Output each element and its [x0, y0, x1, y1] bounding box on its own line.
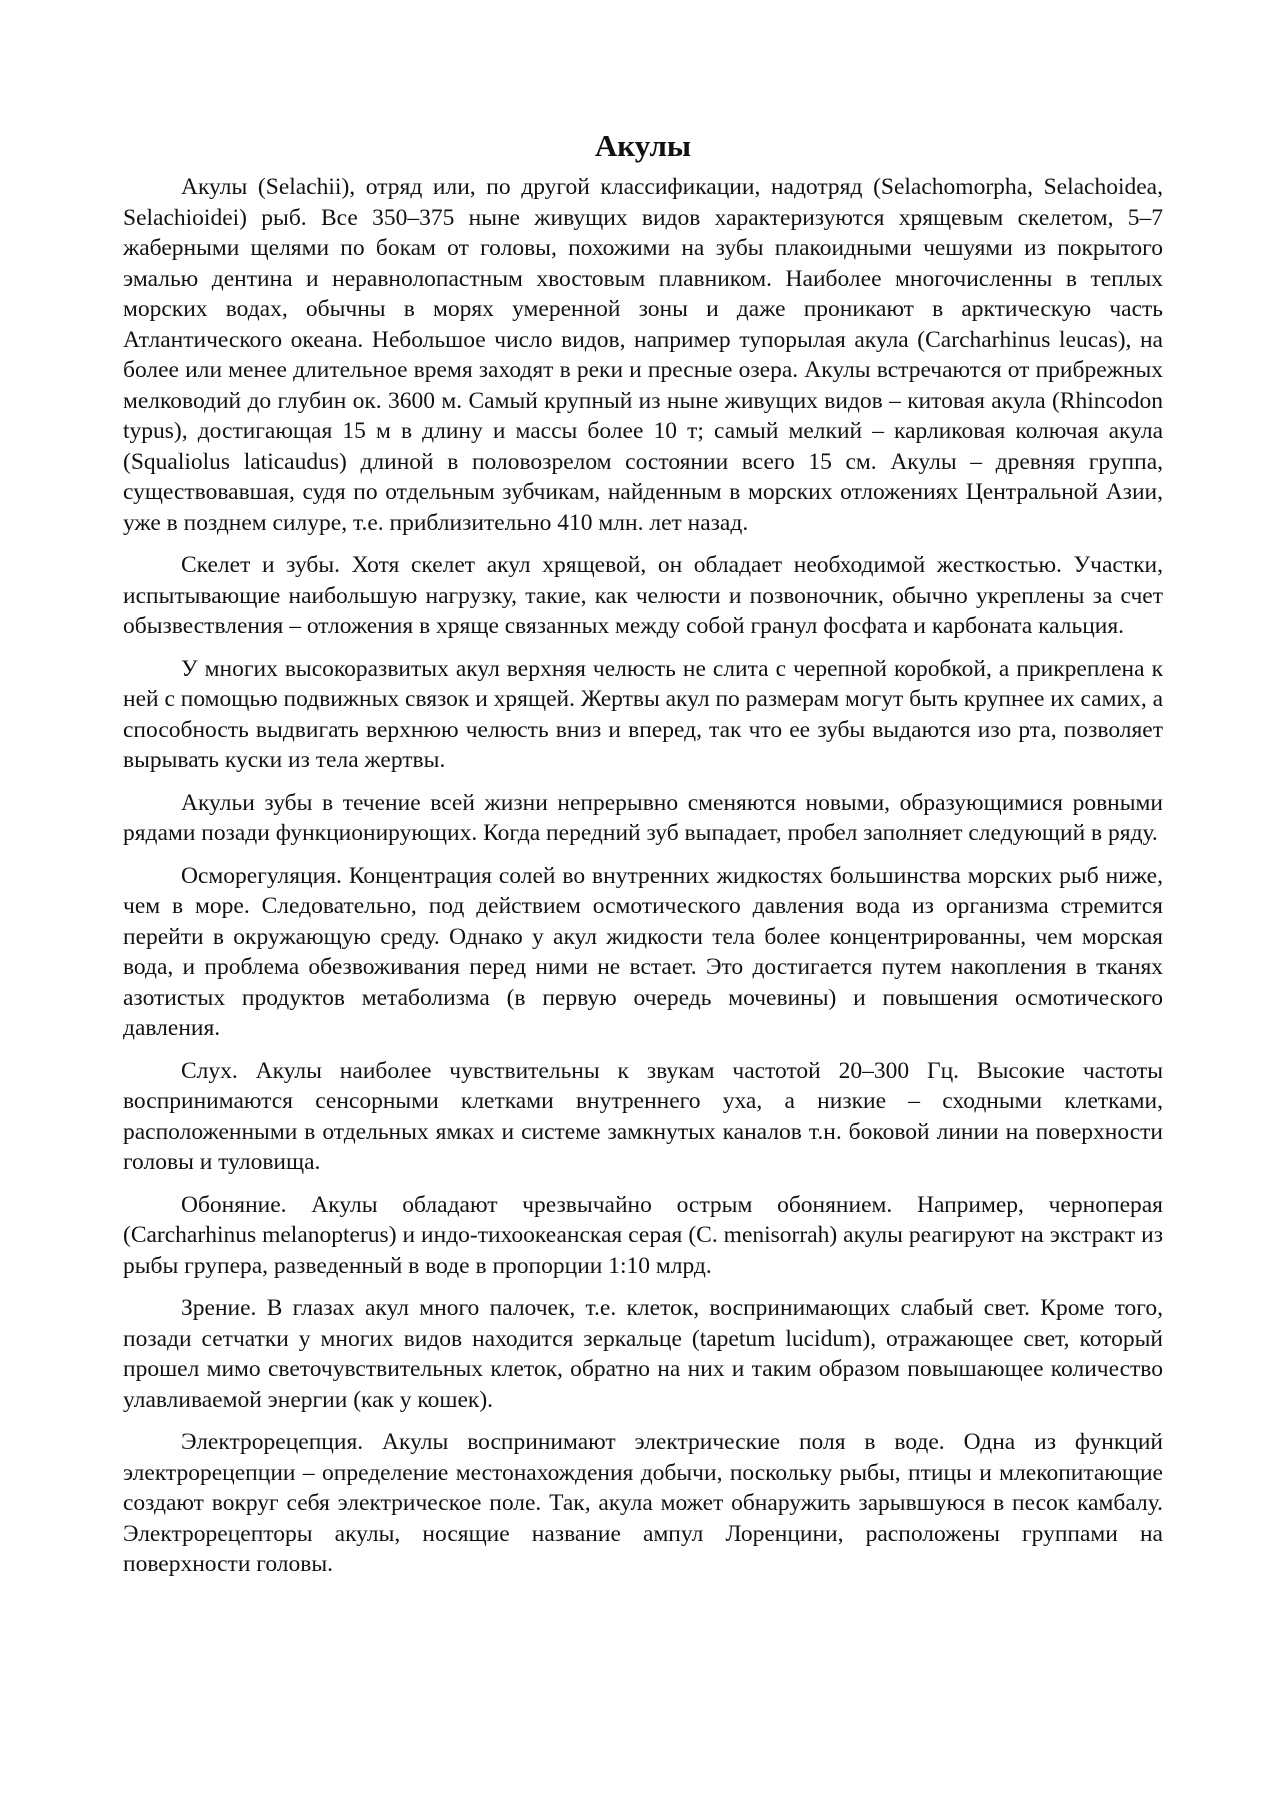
paragraph-teeth-replacement: Акульи зубы в течение всей жизни непрерывно сменяются новыми, образующимися ровными рядами позади функционирующих. Когда передний зуб выпадает, пробел заполняет следующий в ряду.: [123, 789, 1163, 846]
paragraph-vision: Зрение. В глазах акул много палочек, т.е. клеток, воспринимающих слабый свет. Кроме того, позади сетчатки у многих видов находится зеркальце (tapetum lucidum), отражающее свет, который прошел мимо светочувствительных клеток, обратно на них и таким образом повышающее количество улавливаемой энергии (как у кошек).: [123, 1295, 1163, 1413]
paragraph-osmoregulation: Осморегуляция. Концентрация солей во внутренних жидкостях большинства морских рыб ниже, чем в море. Следовательно, под действием осмотического давления вода из организма стремится перейти в окружающую среду. Однако у акул жидкости тела более концентрированны, чем морская вода, и проблема обезвоживания перед ними не встает. Это достигается путем накопления в тканях азотистых продуктов метаболизма (в первую очередь мочевины) и повышения осмотического давления.: [123, 862, 1163, 1041]
paragraph-electroreception: Электрорецепция. Акулы воспринимают электрические поля в воде. Одна из функций электрорецепции – определение местонахождения добычи, поскольку рыбы, птицы и млекопитающие создают вокруг себя электрическое поле. Так, акула может обнаружить зарывшуюся в песок камбалу. Электрорецепторы акулы, носящие название ампул Лоренцини, расположены группами на поверхности головы.: [123, 1429, 1163, 1577]
paragraph-hearing: Слух. Акулы наиболее чувствительны к звукам частотой 20–300 Гц. Высокие частоты воспринимаются сенсорными клетками внутреннего уха, а низкие – сходными клетками, расположенными в отдельных ямках и системе замкнутых каналов т.н. боковой линии на поверхности головы и туловища.: [123, 1057, 1163, 1175]
document-body: [123, 128, 1163, 1592]
paragraph-jaw: У многих высокоразвитых акул верхняя челюсть не слита с черепной коробкой, а прикреплена к ней с помощью подвижных связок и хрящей. Жертвы акул по размерам могут быть крупнее их самих, а способность выдвигать верхнюю челюсть вниз и вперед, так что ее зубы выдаются изо рта, позволяет вырывать куски из тела жертвы.: [123, 655, 1163, 773]
paragraph-intro: Акулы (Selachii), отряд или, по другой классификации, надотряд (Selachomorpha, Selachoidea, Selachioidei) рыб. Все 350–375 ныне живущих видов характеризуются хрящевым скелетом, 5–7 жаберными щелями по бокам от головы, похожими на зубы плакоидными чешуями из покрытого эмалью дентина и неравнолопастным хвостовым плавником. Наиболее многочисленны в теплых морских водах, обычны в морях умеренной зоны и даже проникают в арктическую часть Атлантического океана. Небольшое число видов, например тупорылая акула (Carcharhinus leucas), на более или менее длительное время заходят в реки и пресные озера. Акулы встречаются от прибрежных мелководий до глубин ок. 3600 м. Самый крупный из ныне живущих видов – китовая акула (Rhincodon typus), достигающая 15 м в длину и массы более 10 т; самый мелкий – карликовая колючая акула (Squaliolus laticaudus) длиной в половозрелом состоянии всего 15 см. Акулы – древняя группа, существовавшая, судя по отдельным зубчикам, найденным в морских отложениях Центральной Азии, уже в позднем силуре, т.е. приблизительно 410 млн. лет назад.: [123, 174, 1163, 536]
page-title: Акулы: [594, 128, 692, 163]
paragraph-smell: Обоняние. Акулы обладают чрезвычайно острым обонянием. Например, черноперая (Carcharhinus melanopterus) и индо-тихоокеанская серая (C. menisorrah) акулы реагируют на экстракт из рыбы групера, разведенный в воде в пропорции 1:10 млрд.: [123, 1191, 1163, 1279]
paragraph-skeleton-teeth: Скелет и зубы. Хотя скелет акул хрящевой, он обладает необходимой жесткостью. Участки, испытывающие наибольшую нагрузку, такие, как челюсти и позвоночник, обычно укреплены за счет обызвествления – отложения в хряще связанных между собой гранул фосфата и карбоната кальция.: [123, 552, 1163, 639]
